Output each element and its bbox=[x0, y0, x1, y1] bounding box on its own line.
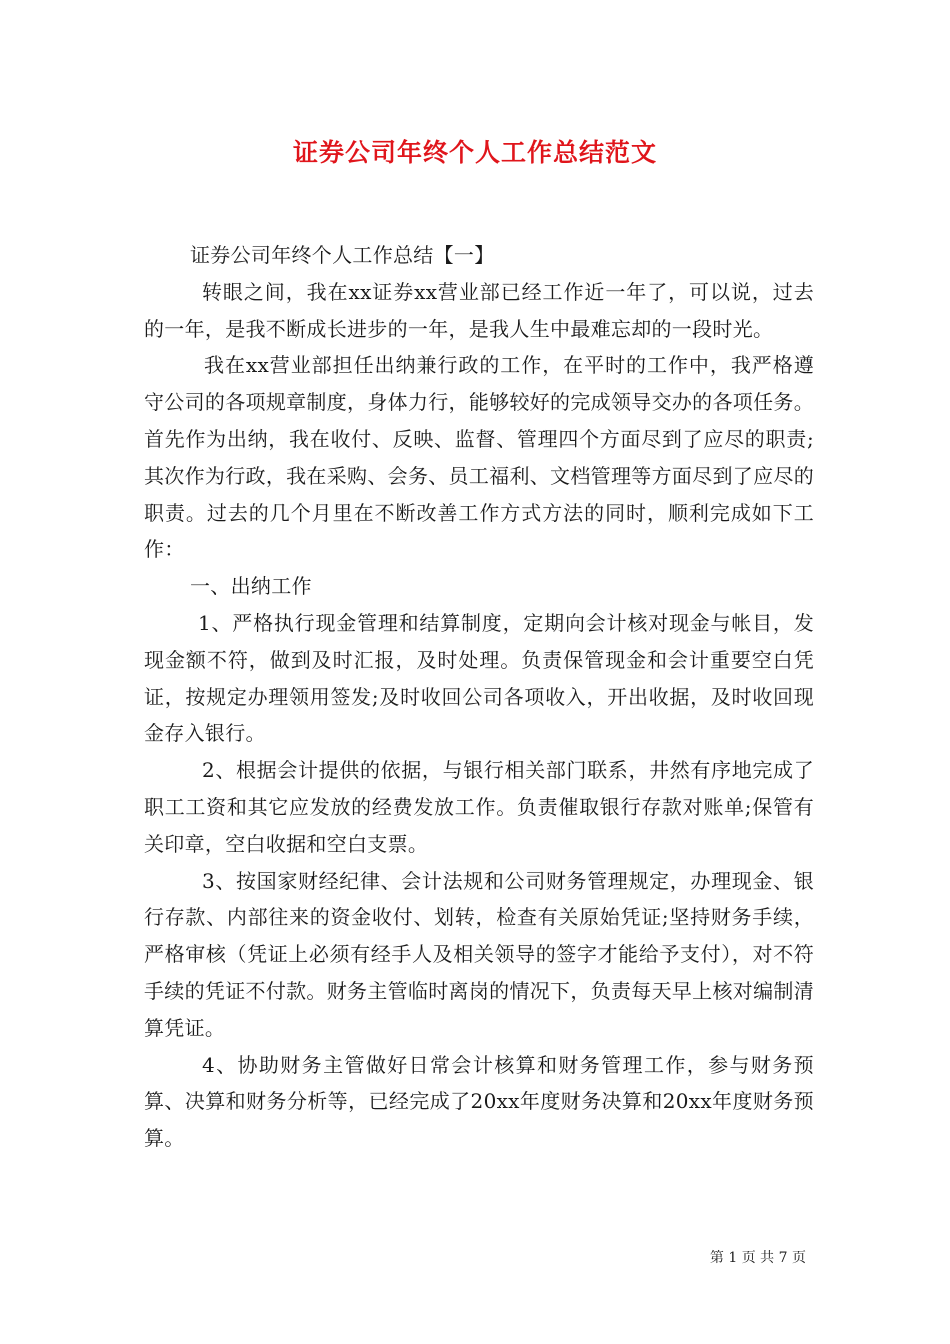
subsection-heading: 一、出纳工作 bbox=[190, 574, 312, 599]
page-number: 第 1 页 共 7 页 bbox=[709, 1250, 806, 1266]
section-heading: 证券公司年终个人工作总结【一】 bbox=[190, 243, 495, 267]
list-item: 2、根据会计提供的依据，与银行相关部门联系，井然有序地完成了职工工资和其它应发放的经费发放工作。负责催取银行存款对账单;保管有关印章，空白收据和空白支票。 bbox=[144, 758, 814, 856]
paragraph: 我在xx营业部担任出纳兼行政的工作，在平时的工作中，我严格遵守公司的各项规章制度，身体力行，能够较好的完成领导交办的各项任务。首先作为出纳，我在收付、反映、监督、管理四个方面尽到了应尽的职责;其次作为行政，我在采购、会务、员工福利、文档管理等方面尽到了应尽的职责。过去的几个月里在不断改善工作方式方法的同时，顺利完成如下工作： bbox=[144, 353, 814, 562]
document-title: 证券公司年终个人工作总结范文 bbox=[292, 138, 657, 167]
document-body bbox=[144, 237, 814, 1157]
list-item: 4、协助财务主管做好日常会计核算和财务管理工作，参与财务预算、决算和财务分析等，已经完成了20xx年度财务决算和20xx年度财务预算。 bbox=[144, 1052, 814, 1151]
paragraph: 转眼之间，我在xx证券xx营业部已经工作近一年了，可以说，过去的一年，是我不断成长进步的一年，是我人生中最难忘却的一段时光。 bbox=[144, 279, 814, 341]
list-item: 1、严格执行现金管理和结算制度，定期向会计核对现金与帐目，发现金额不符，做到及时汇报，及时处理。负责保管现金和会计重要空白凭证，按规定办理领用签发;及时收回公司各项收入，开出收据，及时收回现金存入银行。 bbox=[144, 610, 814, 746]
list-item: 3、按国家财经纪律、会计法规和公司财务管理规定，办理现金、银行存款、内部往来的资金收付、划转，检查有关原始凭证;坚持财务手续，严格审核（凭证上必须有经手人及相关领导的签字才能给予支付），对不符手续的凭证不付款。财务主管临时离岗的情况下，负责每天早上核对编制清算凭证。 bbox=[144, 868, 814, 1040]
